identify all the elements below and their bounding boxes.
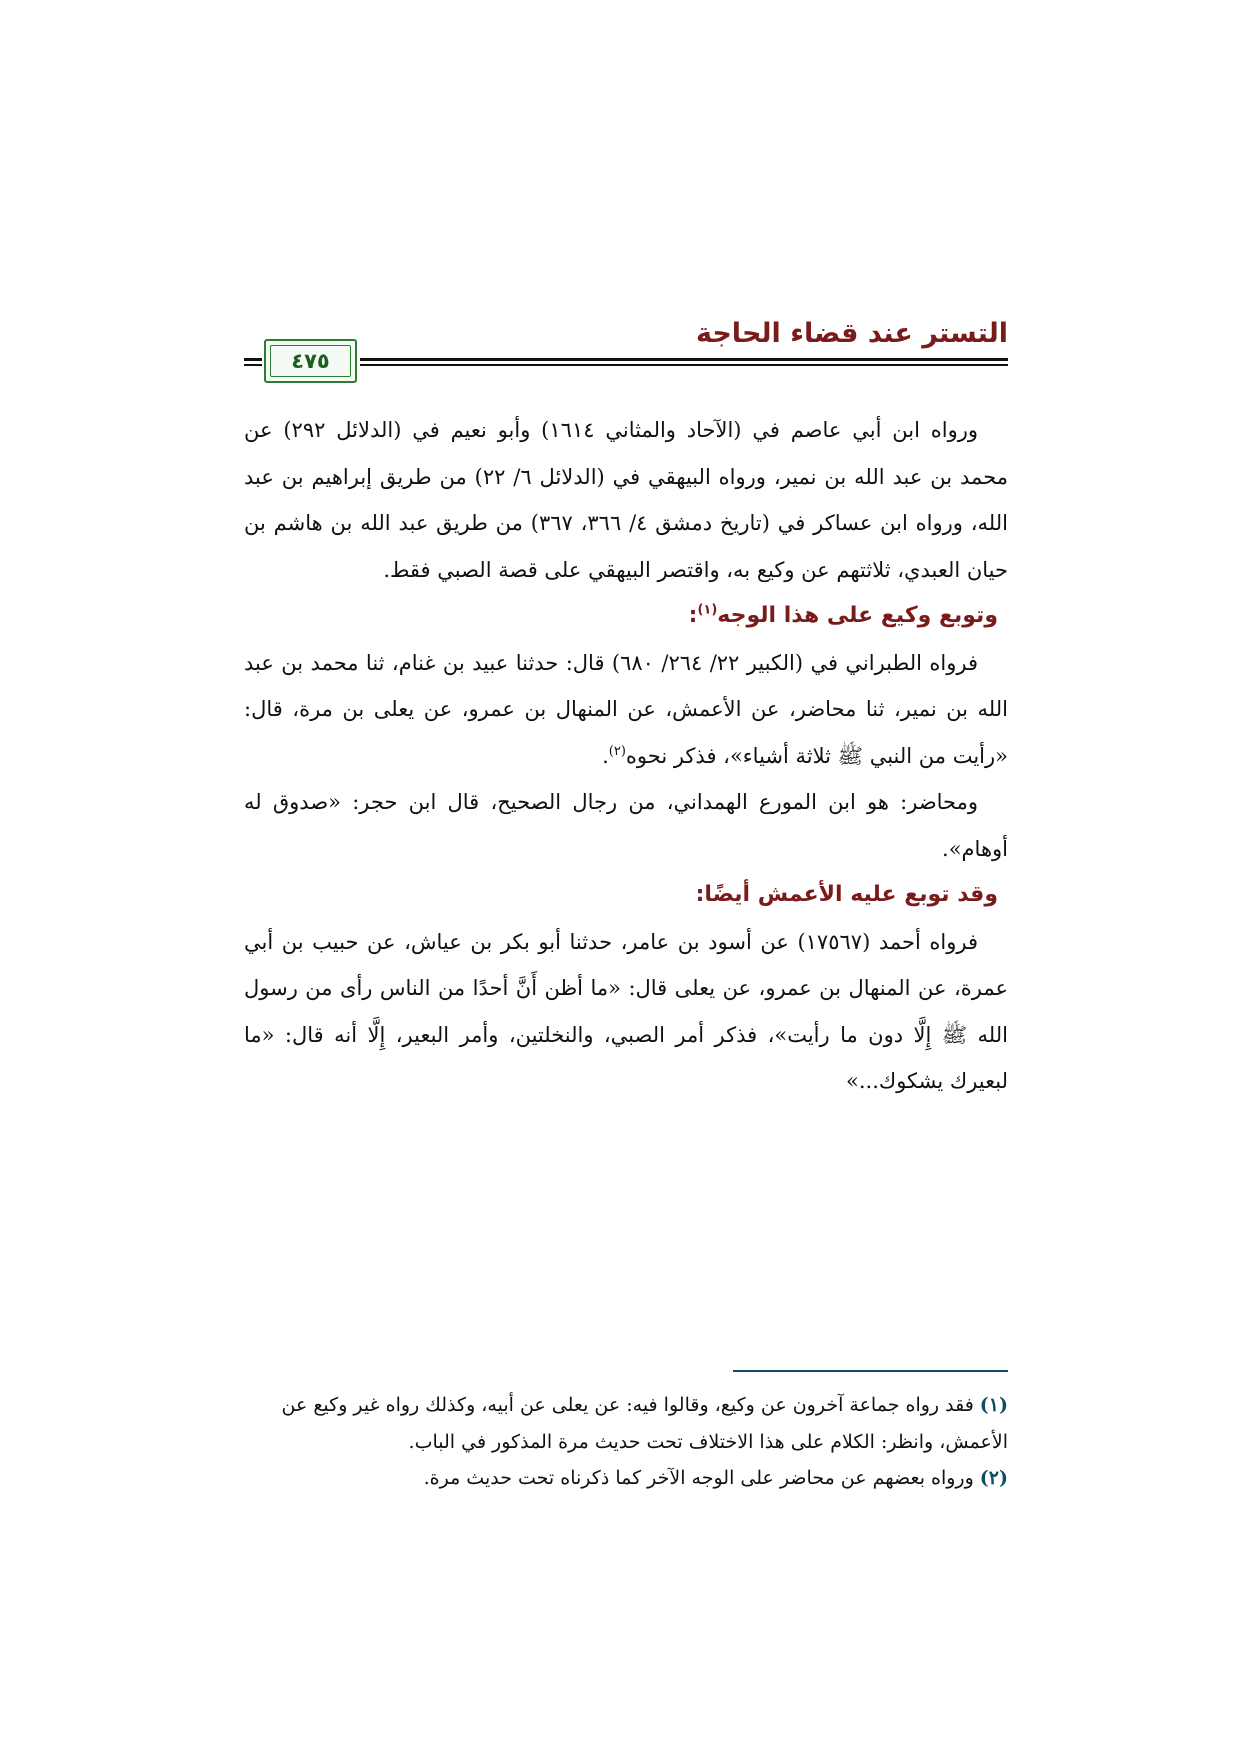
main-text [244, 407, 1008, 1105]
page-header [244, 318, 1008, 390]
heading-colon: : [688, 603, 698, 628]
page-number: ٤٧٥ [270, 345, 351, 377]
paragraph-end: . [602, 743, 609, 768]
footnote [244, 1387, 1008, 1460]
footnote-ref: (٢) [608, 743, 626, 759]
footnote-separator [733, 1370, 1008, 1372]
section-heading: وقد توبع عليه الأعمش أيضًا: [695, 882, 998, 907]
footnote [244, 1460, 1008, 1497]
footnote-text: ورواه بعضهم عن محاضر على الوجه الآخر كما ذكرناه تحت حديث مرة. [423, 1467, 974, 1489]
running-title: التستر عند قضاء الحاجة [695, 318, 1008, 349]
footnote-ref: (١) [697, 602, 718, 618]
footnote-text: فقد رواه جماعة آخرون عن وكيع، وقالوا فيه: عن يعلى عن أبيه، وكذلك رواه غير وكيع عن الأعمش، وانظر: الكلام على هذا الاختلاف تحت حديث مرة المذكور في الباب. [281, 1394, 1008, 1453]
header-rule-left [244, 358, 262, 366]
paragraph-text: فرواه الطبراني في (الكبير ٢٢/ ٢٦٤/ ٦٨٠) قال: حدثنا عبيد بن غنام، ثنا محمد بن عبد الله بن نمير، ثنا محاضر، عن الأعمش، عن المنهال بن عمرو، عن يعلى بن مرة، قال: «رأيت من النبي ﷺ ثلاثة أشياء»، فذكر نحوه [244, 650, 1008, 768]
footnotes [244, 1387, 1008, 1497]
paragraph: ورواه ابن أبي عاصم في (الآحاد والمثاني ١٦١٤) وأبو نعيم في (الدلائل ٢٩٢) عن محمد بن عبد الله بن نمير، ورواه البيهقي في (الدلائل ٦/ ٢٢) من طريق إبراهيم بن عبد الله، ورواه ابن عساكر في (تاريخ دمشق ٤/ ٣٦٦، ٣٦٧) من طريق عبد الله بن هاشم بن حيان العبدي، ثلاثتهم عن وكيع به، واقتصر البيهقي على قصة الصبي فقط. [244, 418, 1008, 582]
header-rule [360, 358, 1008, 366]
paragraph: فرواه أحمد (١٧٥٦٧) عن أسود بن عامر، حدثنا أبو بكر بن عياش، عن حبيب بن أبي عمرة، عن المنهال بن عمرو، عن يعلى قال: «ما أظن أَنَّ أحدًا من الناس رأى من رسول الله ﷺ إِلَّا دون ما رأيت»، فذكر أمر الصبي، والنخلتين، وأمر البعير، إِلَّا أنه قال: «ما لبعيرك يشكوك...» [244, 929, 1008, 1093]
section-heading [244, 593, 1008, 640]
paragraph: ومحاضر: هو ابن المورع الهمداني، من رجال الصحيح، قال ابن حجر: «صدوق له أوهام». [244, 790, 1008, 861]
footnote-number: (٢) [979, 1467, 1008, 1489]
page-number-badge [264, 339, 357, 383]
paragraph [244, 640, 1008, 780]
footnote-number: (١) [979, 1394, 1008, 1416]
heading-text: وتوبع وكيع على هذا الوجه [717, 603, 998, 628]
